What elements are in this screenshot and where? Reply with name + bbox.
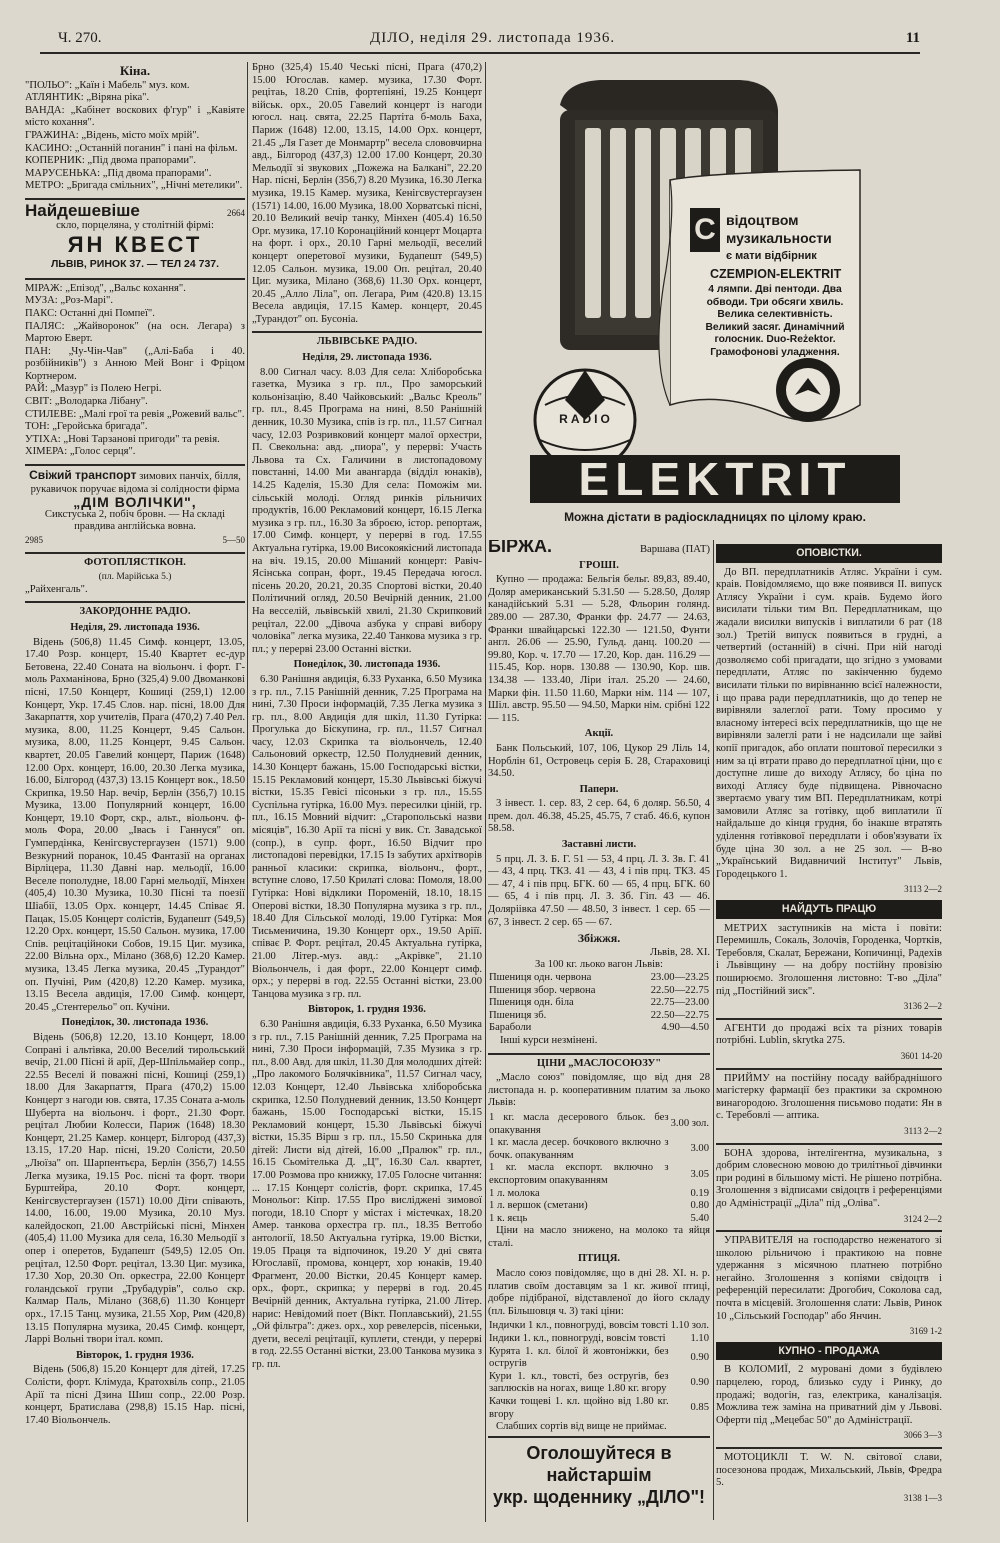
radio-day-heading: Вівторок, 1. грудня 1936.: [76, 1349, 194, 1361]
column-rule: [247, 62, 248, 1522]
kina-heading: Кіна.: [119, 63, 151, 78]
cinema-entry: КАСИНО: „Останній поганин" і пані на фільм.: [25, 142, 238, 154]
volichky-ad-text: зимових панчіх, білля, рукавичок поручає відома зі солідности фірма: [30, 471, 241, 495]
radio-day-heading: Неділя, 29. листопада 1936.: [302, 352, 432, 364]
table-row: Качки тощеві 1. кл. щойно від 1.80 кг. вгору 0.85: [489, 1396, 709, 1420]
divider: [716, 1447, 942, 1449]
kupno-heading: КУПНО - ПРОДАЖА: [716, 1342, 942, 1361]
grain-note: Інші курси незмінені.: [500, 1034, 598, 1046]
volichky-ad: [25, 469, 245, 547]
cinema-list-2: [25, 283, 245, 459]
foreign-radio-heading: ЗАКОРДОННЕ РАДІО.: [79, 606, 191, 618]
table-row: 1 л. вершок (сметани) 0.80: [489, 1200, 709, 1212]
cinema-entry: ПАЛЯС: „Жайворонок" (на осн. Легара) з Мартою Еверт.: [25, 320, 245, 345]
maslo-intro: „Масло союз" повідомляє, що від дня 28 листопада н. р. кооперативним платим за льоко Львів:: [488, 1072, 710, 1109]
zastav-heading: Заставні листи.: [561, 839, 637, 851]
promo-line: укр. щоденнику „ДІЛО"!: [493, 1486, 705, 1507]
divider: [716, 1068, 942, 1070]
radio-program: Відень (506,8) 11.45 Симф. концерт, 13.05, 17.40 Розр. концерт, 15.40 Квартет ес-дур Бетовена, 22.40 Соната на віольонч. і форт. Г-моль Рахманінова, Брно (325,4) 9.00 Двоманкові пісні, 17.50 Концерт, Кошиці (259,1) 12.00 Концерт, Укр. 17.45 Слов. нар. пісні, 18.00 Для Закарпаття, хор учителів, Прага (470,2) 7.40 Рел. музика, 8.00, 11.25 Концерт, 9.45 Сальон. музика, 8.00, 11.25 Концерт, 9.45 Сальон. квартет, 20.05 Гавелий концерт, Париж (1648) 12.00 Орх. концерт, 16.00, 20.30 Легка музика, 16.00, Білгород (437,3) 13.15 Концерт вок., 18.50 Скрипка, 19.50 Нар. вечір, Берлін (356,7) 10.15 Музика, 13.00 Популярний концерт, 16.00 Концерт, 19.10 Форт, скр., альт., віольонч. ф-моль Фора, 20.00 „Івась і Ганнуся" оп. Гумпердінка, Кенігсвустергаузен (1571) 9.00 Везкурний поранок, 10.45 Фантазії на органах Вірліцера, 11.30 Давні нар. мельодії, 16.00 Веселе пополудне, 18.00 Гарні мельодії, Мінхен (405,4) 10.30 Музика, 10.30 Пісні та поезії Шіабії, 13.05 Орх. концерт, 14.45 Співає Я. Пацак, 15.05 Концерт солістів, Будапешт (549,5) 12.20 Орх. концерт, 15.50 Сальон. музика, 17.00 Спів. рецітаційноки Собов, 19.15 Циг. музика, 22.00 Вільна орх., Мілано (368,6) 12.20 Камер. музика, 13.45 Легка музика, 20.45 „Турандот" оп. Пучіні, Рим (420,8) 12.20 Камер. музика, 13.15 Весела авдиція, 17.00 Симф. концерт, 20.45 „Стентерельо" оп. Кучіни.: [25, 636, 245, 1013]
maslo-table: [488, 1112, 710, 1225]
cinema-entry: МЕТРО: „Бригада смільних", „Нічні метелики".: [25, 180, 243, 192]
cinema-entry: МУЗА: „Роз-Марі".: [25, 295, 114, 307]
table-row: 1 кг. масла десер. бочкового включно з бочк. опакуванням 3.00: [489, 1137, 709, 1161]
ad-number: 3601 14-20: [900, 1050, 942, 1061]
divider: [25, 552, 245, 554]
slogan-line: є мати відбірник: [726, 250, 817, 262]
maslo-note: Ціни на масло знижено, на молоко та яйця сталі.: [488, 1225, 710, 1249]
issue-number: Ч. 270.: [58, 30, 102, 46]
column-3: [488, 540, 710, 1520]
classified-ad: АГЕНТИ до продажі всіх та різних товарів потрібні. Lublin, skrytka 275.: [716, 1022, 942, 1047]
radio-program: Брно (325,4) 15.40 Чеські пісні, Прага (470,2) 15.00 Югослав. камер. музика, 17.30 Форт. рецітаь, 18.20 Спів, фортепіяні, 19.25 Концерт військ. орх., 20.05 Гавелий концерт із нагоди югосл. нац. свята, 22.25 Партіта б-моль Баха, Париж (1648) 12.00, 13.15, 14.00 Орх. концерт, 21.45 „Ля Газет де Монмартр" весела слововчирна авд., Білгород (437,3) 12.00 17.00 Концерт, 20.30 Мельодії зі звукових „Пожежа на Балкані", 22.20 Нар. пісні, Берлін (356,7) 8.20 Музика, 16.30 Легка музика, 19.15 Камер. музика, Кенігсвустергаузен (1571) 14.00, 16.00 Музика, 18.00 Хорватські пісні, 20.10 Великий вечір танку, Мінхен (405.4) 16.50 Орг. музика, 17.10 Коронаційний концерт Моцарта на форт. і орх., 20.10 Гарні мельодії, веселий концерт оперетової музики, Будапешт (549,5) 12.05 Сальон. музика, 19.00 Оп. рецітал, 20.40 Циг. музика, Мілано (368,6) 11.30 Орх. концерт, 20.45 „Алло Ліла", оп. Легара, Рим (420.8) 13.15 Весела авдиція, 17.15 Камер. концерт, 20.45 „Турандот" оп. Бусоніа.: [252, 62, 482, 325]
foto-heading: ФОТОПЛЯСТІКОН.: [84, 556, 186, 568]
divider: [488, 1053, 710, 1055]
papery-heading: Папери.: [579, 783, 619, 795]
radio-program: 6.30 Ранішня авдиція, 6.33 Руханка, 6.50 Музика з гр. пл., 7.15 Ранішній денник, 7.25 Програма на нині, 7.30 Проси інформацій, 7.35 Легка музика з гр. пл., 8.00 Авдиція для шкіл, 11.30 Гутірка: Прогулька до Біскупина, гр. пл., 11.57 Сигнал часу, 12.03 Скрипка та віольончель, 12.40 Сальоновий оркестр, 12.50 Полудневий денник, 14.30 Концерт бажань, 15.00 Господарські вістки, 15.15 Рекламовий концерт, 15.30 Львівські біжучі вістки, 15.35 Гевісі пісоньки з гр. пл., 15.55 Суспільна гутірка, 16.00 Муз. пересилки ціній, гр. пл., 16.15 Мовний відчит: „Старопольські назви місяців", 16.30 Арії та пісні у вик. Ст. Завадської (сопр.), в супр. форт., 16.50 Відчит про листопадові перевідки, 17.15 Із забутих архітворів ранньої класики: скрипка, віольонч., форт., вступне слово, 17.50 Крилаті слова: Помоля, 18.00 Гутірка: Нові відклики Пороменій, 18.10, 18.15 Оперові вістки, 18.30 Популярна музика з гр. пл., 18.40 Для Сільської молоді, 19.00 Гутірка: Моя Тисьменичина, 19.30 Концерт орх., 19.50 Аріїї. співає Р. Форт. рецітал, 20.45 Актуальна гутірка, 21.00 Літер.-муз. авд.: „Акрівке", 21.10 Віольончель, і дая форт., 22.00 Концерт симф. орх.; у перерві в год. 22.55 Останні вістки, 23.00 Танцова музика з гр. пл.: [252, 673, 482, 1000]
table-row: Курята 1. кл. білої й жовтоніжки, без остругів 0.90: [489, 1345, 709, 1370]
table-row: Пшениця одн. біла 22.75—23.00: [489, 997, 709, 1009]
ad-number: 3113 2—2: [904, 1125, 942, 1136]
column-2: [252, 62, 482, 1522]
newspaper-title: ДІЛО, неділя 29. листопада 1936.: [370, 30, 616, 46]
cinema-list: [25, 80, 245, 193]
radio-day-heading: Понеділок, 30. листопада 1936.: [293, 659, 441, 671]
radio-day-heading: Понеділок, 30. листопада 1936.: [61, 1017, 209, 1029]
classified-ad: В КОЛОМИЇ, 2 муровані доми з будівлею парцелею, город, близько суду і Ринку, до продажі; водогін, газ, електрика, каналізація. Можлива теж заміна на приватний дім у Львові. Оферти під „Мецебас 50" до Адміністрації.: [716, 1364, 942, 1426]
volichky-ad-address: Сикстуська 2, побіч бровн. — На складі правдива англійська вовна.: [44, 508, 226, 533]
slogan-line: відоцтвом: [726, 212, 799, 228]
brand-name: ELEKTRIT: [578, 453, 852, 505]
ad-number: 5—50: [222, 535, 245, 545]
table-row: Пшениця зб. 22.50—22.75: [489, 1009, 709, 1021]
ptytsia-heading: ПТИЦЯ.: [577, 1253, 621, 1265]
table-row: 1 кг. масла десерового бльок. без опакування 3.00 зол.: [489, 1111, 709, 1136]
divider: [252, 331, 482, 333]
prace-heading: НАЙДУТЬ ПРАЦЮ: [716, 900, 942, 919]
radio-program: Відень (506,8) 15.20 Концерт для дітей, 17.25 Солісти, форт. Клімуда, Кратохвіль сопр., 21.05 Арії та пісні Дзина Шиш сопр., 22.00 Розр. концерт, Братислава (298,8) 15.15 Нар. пісні, 17.40 Віольончель.: [25, 1364, 245, 1426]
radio-program: Відень (506,8) 12.20, 13.10 Концерт, 18.00 Сопрані і альтівка, 20.00 Веселий тирольський вечір, 21.00 Пісні й арії, Дер-Шпільмайер сопр., 22.55 Веселі й поважні пісні, Кошиці (259,1) 18.00 Для Закарпаття, Прага (470,2) 15.00 Концерт з нагоди юв. свята, 17.35 Соната а-моль Шуберта на віольонч. і форт., 21.30 Форт. рецітал Любии Колесси, Париж (1648) 18.30 Концерт, 21.25 Камер. концерт, Білгород (437,3) 13.15, 17.20 Нар. пісні, 19.20 Солісти, 20.50 „Люїза" оп. Шарпентьєра, Берлін (356,7) 14.55 Легка музика, 19.15 Рос. пісні та форт. твори Бурштейра, 20.10 Форт. концерт, Кенігсвустергаузен (1571) 10.00 Діти співають, 14.00, 16.00, 19.00 Музика, 20.10 Муз. калейдоскоп, 21.00 Австрійські пісні, Мінхен (405,4) 11.00 Музика для села, 16.30 Мельодії з опер і оперетов, Будапешт (549,5) 12.05 Оп. рецітал, 12.50 Форт. рецітал, 13.30 Циг. музика, 17.30 Хор, 20.30 Оп. оркестра, 22.00 Концерт голандської групи „Трубадурів", сольо скр. Калмар Паль, Мілано (368,6) 11.30 Концерт орх., 17.15 Танц. музика, 21.55 Хор, Рим (420,8) 13.15 Популярна музика, 20.45 Симф. концерт, Ларрі Вольні твори італ. комп.: [25, 1031, 245, 1346]
ad-number: 3066 3—3: [903, 1430, 942, 1441]
divider: [25, 278, 245, 280]
radio-word: RADIO: [559, 412, 613, 426]
volichky-ad-name: „ДІМ ВОЛІЧКИ",: [73, 494, 197, 511]
ad-footer: Можна дістати в радіоскладницях по цілому краю.: [564, 510, 866, 524]
foto-address: (пл. Марійська 5.): [98, 572, 172, 583]
cinema-entry: СТИЛЕВЕ: „Малі грої та ревія „Рожевий вальс".: [25, 408, 245, 420]
kvest-ad: [25, 200, 245, 273]
grain-heading: Збіжжя.: [577, 931, 621, 946]
radio-day-heading: Неділя, 29. листопада 1936.: [70, 621, 200, 633]
classified-ad: МОТОЦИКЛІ T. W. N. світової слави, посезонова продаж, Михальський, Львів, Фредра 5.: [716, 1452, 942, 1489]
classified-ad: БОНА здорова, інтелігентна, музикальна, з добрим словесною мовою до трилітньої дівчинки при родині в більшому місті. Не рішено потрібна. Зголошення з відписами свідоцтв і референціями до Адміністрації „Діла" під „Оліва".: [716, 1147, 942, 1209]
cinema-entry: ГРАЖИНА: „Відень, місто моїх мрій".: [25, 129, 200, 141]
table-row: Індики 1. кл., повногруді, вовсім товсті 1.10: [489, 1333, 709, 1345]
ad-number: 2985: [25, 535, 43, 545]
column-rule: [485, 62, 486, 1522]
grain-date: Львів, 28. XI.: [650, 946, 710, 958]
maslo-heading: ЦІНИ „МАСЛОСОЮЗУ": [536, 1057, 662, 1069]
birzha-heading: БІРЖА.: [488, 540, 552, 556]
cinema-entry: РАЙ: „Мазур" із Полею Негрі.: [25, 383, 162, 395]
ad-number: 2664: [227, 207, 245, 218]
cinema-entry: ТОН: „Геройська бригада".: [25, 421, 148, 433]
cinema-entry: ПАН: „Чу-Чін-Чав" („Алі-Баба і 40. розбійників") з Анною Мей Вонг і Фріцом Кортнером.: [25, 345, 245, 382]
column-1: [25, 62, 245, 1522]
ad-number: 3113 2—2: [904, 884, 942, 895]
elektrit-ad: [490, 60, 940, 530]
table-row: Пшениця збор. червона 22.50—22.75: [489, 984, 709, 996]
divider: [716, 1143, 942, 1145]
cinema-entry: КОПЕРНИК: „Під двома прапорами".: [25, 155, 196, 167]
column-4: [716, 540, 942, 1520]
divider: [25, 198, 245, 200]
grain-intro: За 100 кг. льоко вагон Львів:: [535, 959, 663, 971]
ptytsia-table: [488, 1320, 710, 1421]
divider: [25, 601, 245, 603]
radio-program: 8.00 Сигнал часу. 8.03 Для села: Хліборобська газетка, Музика з гр. пл., Про заморський кольонізацію, 8.40 Чайковський: „Вальс Креоль" гр. пл., 8.45 Програма на нині, 8.50 Ранішній денник, 10.30 Музика, спів із гр. пл., 11.57 Сигнал часу, 12.03 Розривковий концерт малої орхестри, П. Свекольна: авд. „пиора", у перерві: Участь Львова та Сх. Галичини в листопадовому повстанні, 14.00 Ми авангарда (відділ юнаків), 14.25 Каделія, 15.30 Для села: Поможім ми. сільській молоді. Огляд ринків рільничих продуктів, 16.00 Рекламовий концерт, 16.15 Легка музика з гр. пл., 16.30 За зброєю, істор. репортаж, 17.00 Симф. концерт, у перерві в год. 17.55 Актуальна гутірка, 19.00 Високоякісний листопада на віч. 19.15, 20.00 Мішаний концерт: Равіч-Ясінська сопран, форт., 19.45 Передача югосл. пісень 20.20, 20.21, 20.35 Спортові вістки, 20.40 Політичний огляд, 20.50 Вечірній денник, 21.00 На весселій, львівській хвилі, 21.30 Скрипковий рецітал, 22.00 „Дівоча азбука у справі вибору чоловіка" легка музика, 22.40 Танкова музика з гр. пл.; у перерві 23.00 Останні вістки.: [252, 366, 482, 655]
page-number: 11: [905, 30, 920, 46]
cinema-entry: "ПОЛЬО": „Каїн і Мабель" муз. ком.: [25, 79, 190, 91]
volichky-ad-headline: Свіжий транспорт: [29, 468, 137, 483]
table-row: 1 к. яєць 5.40: [489, 1212, 709, 1224]
classified-ad: ПРИЙМУ на постійну посаду вайбраднішого магістерку фармації без практики за скромною винагородою. Зголошення письмово подати: Ян в с. Теребовлі — аптика.: [716, 1072, 942, 1122]
ptytsia-intro: Масло союз повідомляє, що в дні 28. XI. н. р. платив своїм доставцям за 1 кг. живої птиці, добре підібраної, відставленої до його складу (пл. Більшовця ч. 3) такі ціни:: [488, 1268, 710, 1317]
grain-table: [488, 972, 710, 1035]
atlas-notice: До ВП. передплатників Атляс. України і сум. краів. Повідомляємо, що вже появився II. випуск Атлясу України і сум. краів. Будемо його висилати тільки тим Вп. Передплатникам, що жадали висилки випусків і виплатили 6 рат (18 зол.) Третій випуск появиться в грудні, а четвертий (останній) в січні. При ній нагоді дозволяємо собі пригадати, що згідно з умовами передплати, Атляс по закінченню будемо висилати тільки по вирівнанню всієї належности, і що права ради передплатників, що до тепер не вирівняли залеглої рати. Тому просимо у власному інтересі всіх передплатників, що ще не вирівняли залеглі рати і не надсилали ще зайві копії пригадок, або оплати поштової пересилки з ним за ці втрати право до передплатної ціни, що є доступне лише до виходу Атлясу, бо ціна по виході Атлясу буде підвищена. Рівночасно звертаємо увагу тим ВП. Передплатникам, котрі замовили Атляс за готівку, щоб виплатили її найдальше до кінця грудня, бо інакше втратять уділення готівкової передплати і обов'язувати їх буде ціна 30 зол. а не 25 зол. — В-во „Український Видавничий Інститут" Львів, Городецького 1.: [716, 566, 942, 880]
kvest-ad-address: ЛЬВІВ, РИНОК 37. — ТЕЛ 24 737.: [50, 258, 220, 271]
currency-rates: Купно — продажа: Бельгія бельг. 89,83, 89.40, Доляр американський 5.31.50 — 5.28.50, Доляр канадійський 5.31 — 5.28, Фльорин голянд. 289.00 — 287.30, Франки фр. 24.77 — 24.63, Франки швайцарські 122.30 — 121.50, Фунти англ. 26.06 — 25.90, Гульд. данц. 100.20 — 99.80, Кор. ч. 17.70 — 17.20, Кор. дан. 116.29 — 115.45, Кор. норв. 130.88 — 130.90, Кор. шв. 134.38 — 133.40, Ліри італ. 25.20 — 24.60, Марки фін. 11.50 11.60, Марки нім. 114 — 107, Шіл. австр. 95.50 — 94.50, Марки нім. срібні 122 — 115.: [488, 574, 710, 724]
cinema-entry: ПАКС: Останні дні Помпеї".: [25, 307, 155, 319]
model-features: 4 лямпи. Дві пентоди. Два обводи. Три обсяги хвиль. Велика селективність. Великий засяг. Динамічний голосник. Duo-Reżektor. Грамофонові уладження.: [705, 284, 845, 358]
ad-number: 3138 1—3: [903, 1492, 942, 1503]
mortgage-rates: 5 прц. Л. З. Б. Г. 51 — 53, 4 прц. Л. З. Зв. Г. 41 — 43, 4 прц. ТКЗ. 41 — 43, 4 і пів прц. ТКЗ. 45 — 47, 4 і пів прц. БГК. 60 — 65, 4 прц. БГК. 60 — 65, 4 і пів прц. Л. З. Зб. Гіп. 43 — 46. Доляріівка 47.50 — 48.50, 3 інвест. 1 сер. 65 — 67, 3 інвест. 2 сер. 65 — 67.: [488, 853, 710, 928]
table-row: 1 л. молока 0.19: [489, 1187, 709, 1199]
page-header: [40, 30, 920, 54]
kvest-ad-text: скло, порцеляна, у столітній фірмі:: [56, 219, 214, 231]
cinema-entry: ВАНДА: „Кабінет воскових ф'гур" і „Кавіяте місто кохання".: [25, 104, 245, 129]
foto-text: „Райхенгаль".: [25, 583, 88, 595]
table-row: Індички 1 кл., повногруді, вовсім товсті 1.10 зол.: [489, 1320, 709, 1332]
radio-day-heading: Вівторок, 1. грудня 1936.: [308, 1004, 426, 1016]
slogan-line: музикальности: [726, 230, 832, 246]
ad-number: 3136 2—2: [903, 1001, 942, 1012]
kvest-ad-name: ЯН КВЕСТ: [67, 232, 203, 258]
divider: [25, 464, 245, 466]
classified-ad: УПРАВИТЕЛЯ на господарство неженатого зі школою рільничою і практикою на повне удержання з місячною платнею потрібно негайно. Зголошення з копіями свідоцтв і референцій пересилати: Дрогобич, Соколова сад, почта в місцевій. Зголошення слати: Львів, Ринок 10 „Сільський Господар" або Янчин.: [716, 1235, 942, 1322]
slogan-initial: С: [690, 208, 720, 252]
kvest-ad-headline: Найдешевіше: [25, 200, 140, 220]
divider: [716, 1230, 942, 1232]
cinema-entry: МІРАЖ: „Епізод", „Вальс кохання".: [25, 282, 186, 294]
ad-number: 3169 1-2: [909, 1326, 942, 1337]
promo-line: Оголошуйтеся в найстаршім: [526, 1442, 672, 1485]
model-name: CZEMPION-ELEKTRIT: [710, 267, 842, 281]
dilo-promo: [488, 1436, 710, 1508]
table-row: Бараболи 4.90—4.50: [489, 1022, 709, 1034]
cinema-entry: ХІМЕРА: „Голос серця".: [25, 446, 136, 458]
column-rule: [713, 540, 714, 1520]
stock-rates: Банк Польський, 107, 106, Цукор 29 Ліль 14, Норблін 61, Островець серія Б. 28, Стараховиці 34.50.: [488, 742, 710, 780]
ad-number: 3124 2—2: [903, 1213, 942, 1224]
securities-rates: 3 інвест. 1. сер. 83, 2 сер. 64, 6 доляр. 56.50, 4 прем. дол. 46.38, 45.25, 45.75, 7 стаб. 46.6, купон 58.58.: [488, 798, 710, 835]
table-row: Пшениця одн. червона 23.00—23.25: [489, 972, 709, 983]
opovistky-heading: ОПОВІСТКИ.: [716, 544, 942, 563]
groshi-heading: ГРОШІ.: [579, 559, 619, 571]
cinema-entry: СВІТ: „Володарка Лібану".: [25, 396, 148, 408]
table-row: Кури 1. кл., товсті, без остругів, без заплюсків на ногах, вище 1.80 кг. вгору 0.90: [489, 1370, 709, 1395]
table-row: 1 кг. масла експорт. включно з експортовим опакуванням 3.05: [489, 1162, 709, 1186]
cinema-entry: АТЛЯНТИК: „Віряна ріка".: [25, 92, 150, 104]
akcii-heading: Акції.: [584, 728, 614, 740]
divider: [716, 1018, 942, 1020]
cinema-entry: МАРУСЕНЬКА: „Під двома прапорами".: [25, 167, 212, 179]
ptytsia-note: Слабших сортів від вище не приймає.: [496, 1421, 667, 1433]
birzha-city: Варшава (ПАТ): [639, 544, 710, 555]
classified-ad: МЕТРИХ заступників на міста і повіти: Перемишль, Сокаль, Золочів, Городенка, Чортків, Теребовля, Скалат, Бережани, Копичинці, Радехів і Львівщину — на добру постійну провізію поширюємо. Зголошення листовно: Т-во „Діла" під „Постійний зиск".: [716, 922, 942, 997]
cinema-entry: УТІХА: „Нові Тарзанові пригоди" та ревія.: [25, 433, 220, 445]
lviv-radio-heading: ЛЬВІВСЬКЕ РАДІО.: [316, 336, 418, 348]
radio-program: 6.30 Ранішня авдиція, 6.33 Руханка, 6.50 Музика з гр. пл., 7.15 Ранішній денник, 7.25 Програма на нині, 7.30 Проси інформацій, 7.35 Музика з гр. пл., 8.00 Авд. для шкіл, 11.30 Для молодших дітей: „Про лакомого Болячківника", 11.57 Сигнал часу, 12.03 Концерт, 12.40 Львівська хліборобська скрипка, 12.50 Полудневий денник, 13.50 Концерт бажань, 15.00 Господарські вістки, 15.15 Рекламовий концерт, 15.30 Львівські біжучі вістки, 15.35 Вірш з гр. пл., 15.50 Скринька для дітей: Листи від дітей, 16.00 „Пралюк" гр. пл., 16.15 Сьомітелька Д. „Ц", 16.30 Сал. квартет, 17.00 Розмова про книжку, 17.05 Голосне читання: ... 17.15 Концерт солістів, форт. скрипка, 17.45 Монольог: Кіпр. 17.55 Про висліджені зимової погоди, 18.10 Спорт у містах і містечках, 18.20 Амер. танкова орхестра гр. пл., 18.35 Ветгобо антології, 18.50 Актуальна гутірка, 19.00 Вістки, 19.05 Праця та відпочинок, 19.20 У дні свята Югославії, промова, концерт, хор юнаків, 19.40 Фрагмент, 20.00 Вістки, 20.45 Концерт камер. орх., форт., скрипка; у перерві в год. 20.45 Вечірній денник, Актуальна гутірка, 21.00 Літер. нарис: Невідомий поет (Вікт. Поплавський), 21.55 „Ой фільтра": джез. орх., хор ревелерсів, пісеньки, дуети, веселі рецітації, куплети, стенди, у перерві в год. 22.55 Останні вістки, 23.00 Танкова музика з гр. пл.: [252, 1018, 482, 1370]
